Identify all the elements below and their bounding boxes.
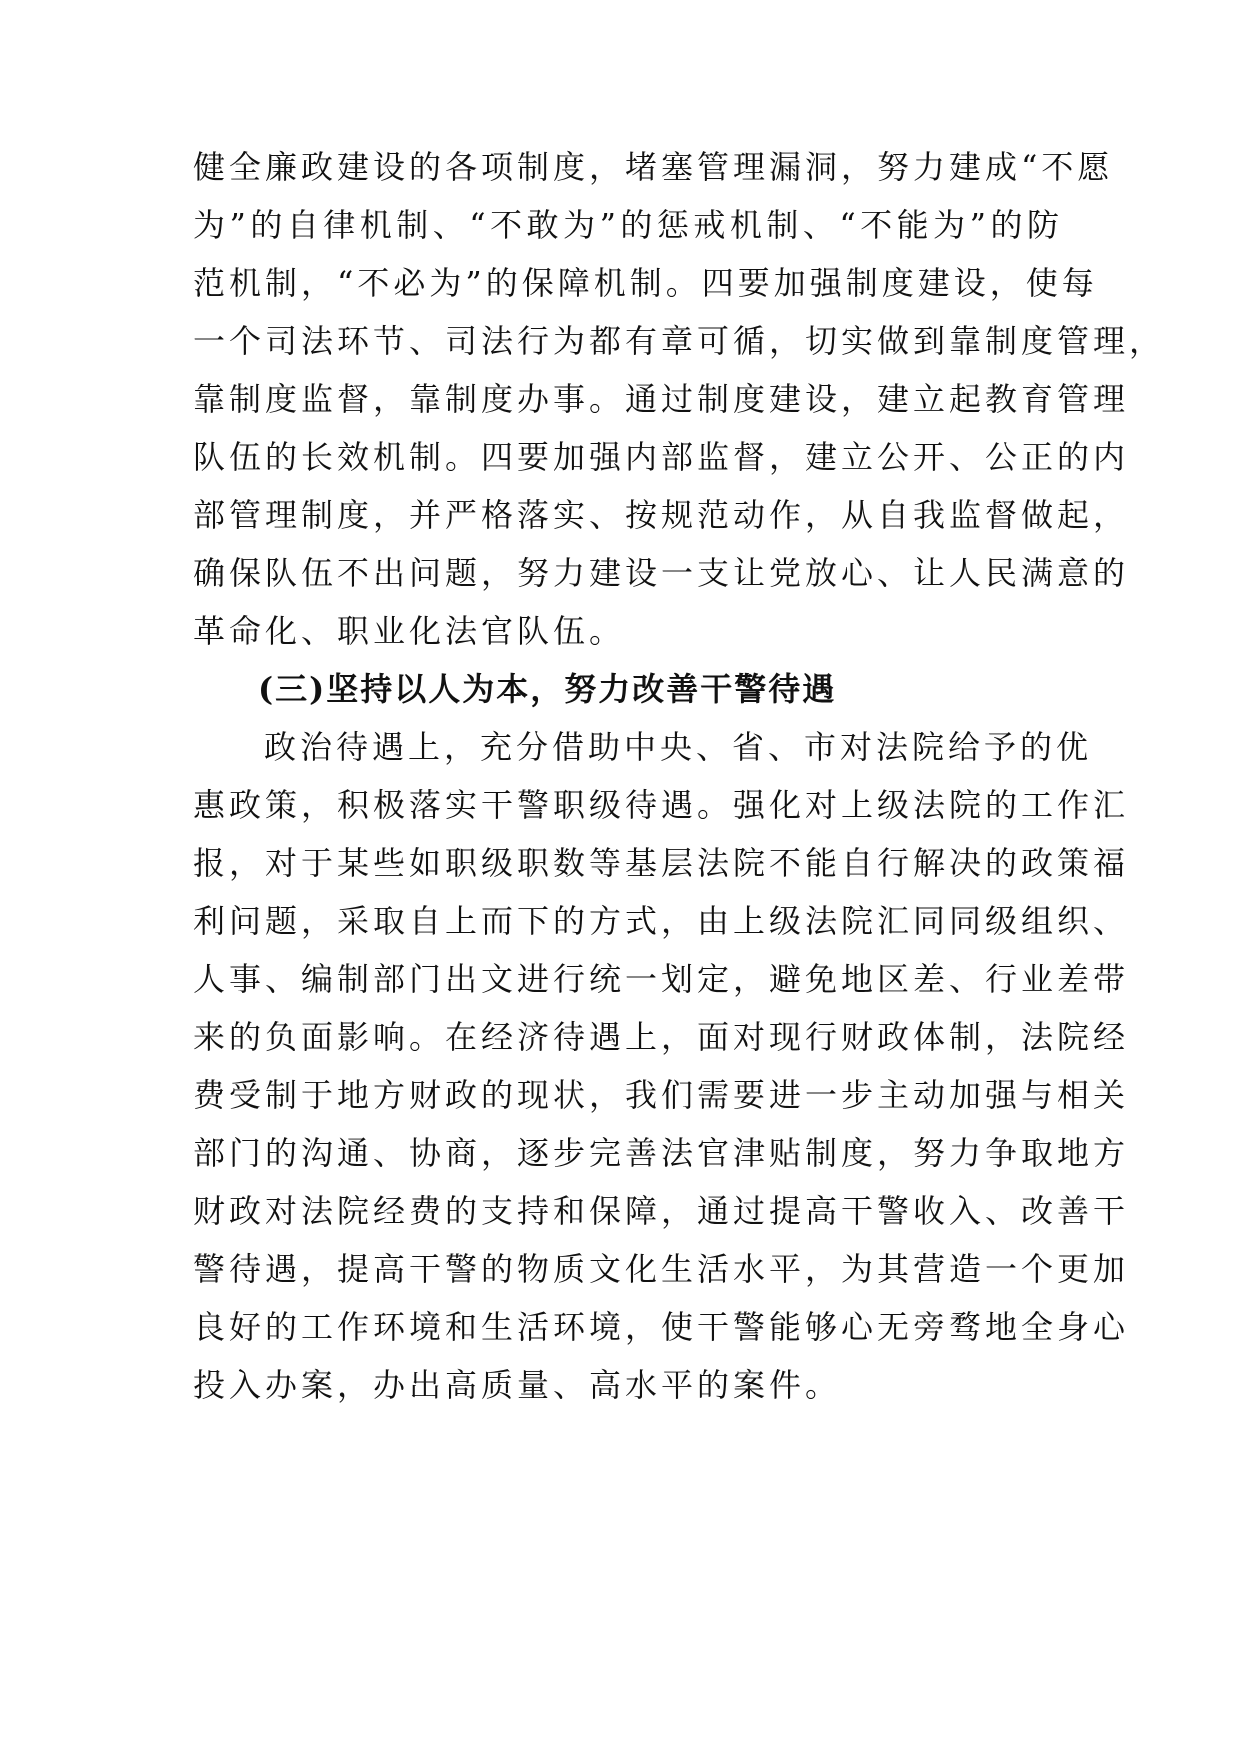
paragraph-1-line-1: 健全廉政建设的各项制度，堵塞管理漏洞，努力建成“不愿 [193, 148, 1114, 186]
paragraph-1-line-5: 靠制度监督，靠制度办事。通过制度建设，建立起教育管理 [193, 380, 1130, 418]
paragraph-2-line-11: 良好的工作环境和生活环境，使干警能够心无旁骛地全身心 [193, 1308, 1130, 1346]
paragraph-1-line-4: 一个司法环节、司法行为都有章可循，切实做到靠制度管理， [193, 322, 1166, 360]
paragraph-2-line-6: 来的负面影响。在经济待遇上，面对现行财政体制，法院经 [193, 1018, 1130, 1056]
paragraph-2-line-9: 财政对法院经费的支持和保障，通过提高干警收入、改善干 [193, 1192, 1130, 1230]
paragraph-1-line-2: 为”的自律机制、“不敢为”的惩戒机制、“不能为”的防 [193, 206, 1063, 244]
paragraph-2-line-7: 费受制于地方财政的现状，我们需要进一步主动加强与相关 [193, 1076, 1130, 1114]
paragraph-2-line-10: 警待遇，提高干警的物质文化生活水平，为其营造一个更加 [193, 1250, 1130, 1288]
paragraph-2-line-1: 政治待遇上，充分借助中央、省、市对法院给予的优 [264, 728, 1093, 766]
paragraph-2-line-3: 报，对于某些如职级职数等基层法院不能自行解决的政策福 [193, 844, 1130, 882]
paragraph-2-line-12: 投入办案，办出高质量、高水平的案件。 [193, 1366, 842, 1404]
paragraph-1-line-7: 部管理制度，并严格落实、按规范动作，从自我监督做起， [193, 496, 1130, 534]
paragraph-2-line-8: 部门的沟通、协商，逐步完善法官津贴制度，努力争取地方 [193, 1134, 1130, 1172]
paragraph-1-line-3: 范机制，“不必为”的保障机制。四要加强制度建设，使每 [193, 264, 1098, 302]
paragraph-2-line-5: 人事、编制部门出文进行统一划定，避免地区差、行业差带 [193, 960, 1130, 998]
paragraph-1-line-9: 革命化、职业化法官队伍。 [193, 612, 626, 650]
paragraph-2-line-2: 惠政策，积极落实干警职级待遇。强化对上级法院的工作汇 [193, 786, 1130, 824]
paragraph-2-line-4: 利问题，采取自上而下的方式，由上级法院汇同同级组织、 [193, 902, 1130, 940]
section-heading: (三)坚持以人为本，努力改善干警待遇 [258, 670, 837, 708]
paragraph-1-line-6: 队伍的长效机制。四要加强内部监督，建立公开、公正的内 [193, 438, 1130, 476]
paragraph-1-line-8: 确保队伍不出问题，努力建设一支让党放心、让人民满意的 [193, 554, 1130, 592]
